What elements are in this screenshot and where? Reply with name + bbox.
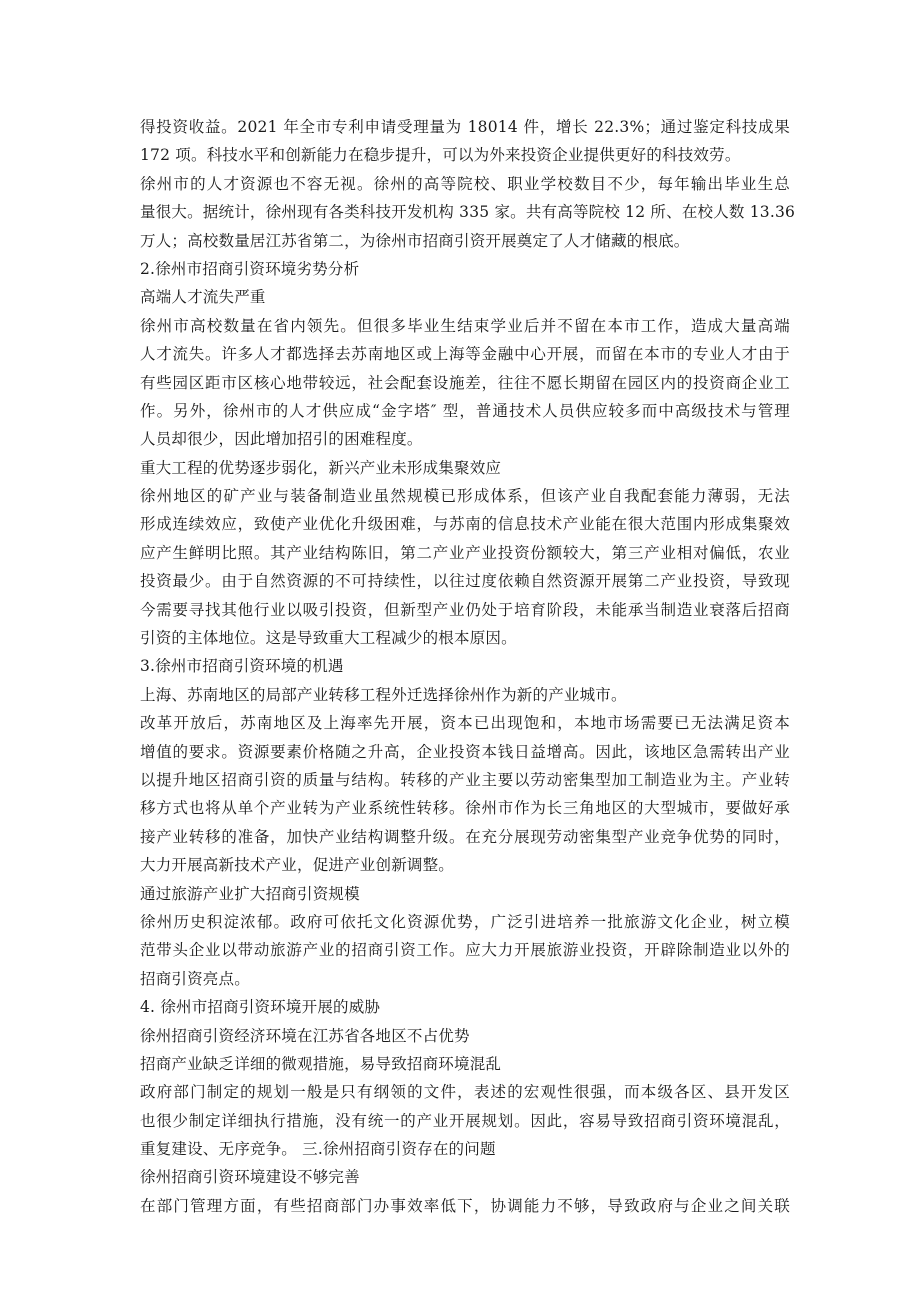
text-line: 人才流失。许多人才都选择去苏南地区或上海等金融中心开展，而留在本市的专业人才由于 xyxy=(140,345,790,364)
text-line: 上海、苏南地区的局部产业转移工程外迁选择徐州作为新的产业城市。 xyxy=(140,685,627,704)
text-line: 徐州地区的矿产业与装备制造业虽然规模已形成体系，但该产业自我配套能力薄弱，无法 xyxy=(140,487,790,506)
text-line: 招商产业缺乏详细的微观措施，易导致招商环境混乱 xyxy=(140,1054,502,1073)
text-line: 范带头企业以带动旅游产业的招商引资工作。应大力开展旅游业投资，开辟除制造业以外的 xyxy=(140,941,790,960)
text-line: 万人；高校数量居江苏省第二，为徐州市招商引资开展奠定了人才储藏的根底。 xyxy=(140,231,690,250)
text-line: 招商引资亮点。 xyxy=(140,969,250,988)
text-line: 高端人才流失严重 xyxy=(140,288,266,307)
text-line: 徐州招商引资环境建设不够完善 xyxy=(140,1168,360,1187)
text-line: 应产生鲜明比照。其产业结构陈旧，第二产业产业投资份额较大，第三产业相对偏低，农业 xyxy=(140,543,790,562)
text-line: 徐州招商引资经济环境在江苏省各地区不占优势 xyxy=(140,1026,470,1045)
text-line: 移方式也将从单个产业转为产业系统性转移。徐州市作为长三角地区的大型城市，要做好承 xyxy=(140,799,790,818)
text-line: 在部门管理方面，有些招商部门办事效率低下，协调能力不够，导致政府与企业之间关联 xyxy=(140,1196,790,1215)
text-line: 量很大。据统计，徐州现有各类科技开发机构 335 家。共有高等院校 12 所、在校人数 13.36 xyxy=(140,203,796,222)
text-line: 通过旅游产业扩大招商引资规模 xyxy=(140,884,360,903)
text-line: 今需要寻找其他行业以吸引投资，但新型产业仍处于培育阶段，未能承当制造业衰落后招商 xyxy=(140,600,790,619)
text-line: 2.徐州市招商引资环境劣势分析 xyxy=(140,259,360,278)
text-line: 得投资收益。2021 年全市专利申请受理量为 18014 件，增长 22.3%；通过鉴定科技成果 xyxy=(140,118,790,136)
text-line: 4. 徐州市招商引资环境开展的威胁 xyxy=(140,998,381,1017)
text-line: 增值的要求。资源要素价格随之升高，企业投资本钱日益增高。因此，该地区急需转出产业 xyxy=(140,742,790,761)
text-line: 徐州历史积淀浓郁。政府可依托文化资源优势，广泛引进培养一批旅游文化企业，树立模 xyxy=(140,912,790,931)
text-line: 徐州市高校数量在省内领先。但很多毕业生结束学业后并不留在本市工作，造成大量高端 xyxy=(140,316,790,335)
text-line: 改革开放后，苏南地区及上海率先开展，资本已出现饱和，本地市场需要已无法满足资本 xyxy=(140,714,790,733)
document-body xyxy=(140,113,796,1220)
text-line: 徐州市的人才资源也不容无视。徐州的高等院校、职业学校数目不少，每年输出毕业生总 xyxy=(140,174,790,193)
text-line: 3.徐州市招商引资环境的机遇 xyxy=(140,657,344,676)
text-line: 172 项。科技水平和创新能力在稳步提升，可以为外来投资企业提供更好的科技效劳。 xyxy=(140,146,741,165)
text-line: 重复建设、无序竞争。 三.徐州招商引资存在的问题 xyxy=(140,1140,496,1159)
text-line: 人员却很少，因此增加招引的困难程度。 xyxy=(140,430,423,449)
text-line: 接产业转移的准备，加快产业结构调整升级。在充分展现劳动密集型产业竞争优势的同时， xyxy=(140,827,790,846)
text-line: 形成连续效应，致使产业优化升级困难，与苏南的信息技术产业能在很大范围内形成集聚效 xyxy=(140,515,790,534)
text-line: 有些园区距市区核心地带较远，社会配套设施差，往往不愿长期留在园区内的投资商企业工 xyxy=(140,373,790,392)
text-line: 重大工程的优势逐步弱化，新兴产业未形成集聚效应 xyxy=(140,458,502,477)
text-line: 以提升地区招商引资的质量与结构。转移的产业主要以劳动密集型加工制造业为主。产业转 xyxy=(140,770,790,789)
text-line: 大力开展高新技术产业，促进产业创新调整。 xyxy=(140,856,455,875)
text-line: 引资的主体地位。这是导致重大工程减少的根本原因。 xyxy=(140,629,517,648)
text-line: 也很少制定详细执行措施，没有统一的产业开展规划。因此，容易导致招商引资环境混乱， xyxy=(140,1111,790,1130)
text-line: 作。另外，徐州市的人才供应成“金字塔″ 型，普通技术人员供应较多而中高级技术与管理 xyxy=(140,401,790,420)
text-line: 政府部门制定的规划一般是只有纲领的文件，表述的宏观性很强，而本级各区、县开发区 xyxy=(140,1083,790,1102)
text-line: 投资最少。由于自然资源的不可持续性，以往过度依赖自然资源开展第二产业投资，导致现 xyxy=(140,572,790,591)
